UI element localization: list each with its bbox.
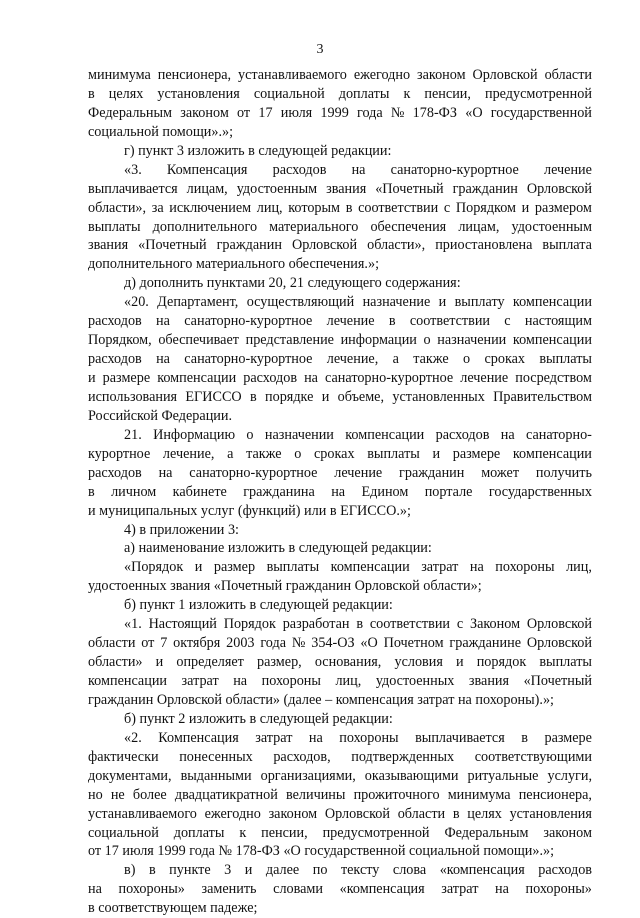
text-line: «1. Настоящий Порядок разработан в соответствии с Законом Орловской — [124, 616, 592, 633]
text-line: области», за исключением лиц, которым в соответствии с Порядком и размером — [88, 199, 592, 216]
page-number: 3 — [316, 42, 324, 57]
text-line: в соответствующем падеже; — [88, 900, 258, 917]
text-line: и муниципальных услуг (функций) или в ЕГИССО.»; — [88, 502, 411, 519]
text-line: расходов на санаторно-курортное лечение в соответствии с настоящим — [88, 313, 592, 330]
text-line: документами, выданными организациями, оказывающими ритуальные услуги, — [88, 767, 592, 784]
text-line: удостоенных звания «Почетный гражданин Орловской области»; — [88, 578, 482, 595]
text-line: 21. Информацию о назначении компенсации расходов на санаторно- — [124, 426, 592, 443]
text-line: 4) в приложении 3: — [124, 521, 239, 538]
text-line: в целях установления социальной доплаты к пенсии, предусмотренной — [88, 85, 592, 102]
text-line: «Порядок и размер выплаты компенсации затрат на похороны лиц, — [124, 559, 592, 576]
text-line: использования ЕГИССО в порядке и объеме, установленных Правительством — [88, 388, 592, 405]
text-line: на похороны» заменить словами «компенсация затрат на похороны» — [88, 881, 592, 898]
text-line: «3. Компенсация расходов на санаторно-курортное лечение — [124, 161, 592, 178]
text-line: социальной доплаты к пенсии, предусмотренной Федеральным законом — [88, 824, 592, 841]
text-line: звания «Почетный гражданин Орловской области», приостановлена выплата — [88, 237, 592, 254]
text-line: выплачивается лицам, удостоенным звания «Почетный гражданин Орловской — [88, 180, 592, 197]
text-line: области» и определяет размер, основания, условия и порядок выплаты — [88, 654, 592, 671]
text-line: д) дополнить пунктами 20, 21 следующего содержания: — [124, 275, 461, 292]
text-line: Российской Федерации. — [88, 407, 233, 424]
text-line: устанавливаемого ежегодно законом Орловской области в целях установления — [88, 805, 592, 822]
text-line: дополнительного материального обеспечения.»; — [88, 256, 380, 273]
text-line: «20. Департамент, осуществляющий назначение и выплату компенсации — [124, 294, 592, 311]
text-line: фактически понесенных расходов, подтвержденных соответствующими — [88, 748, 592, 765]
text-line: области от 7 октября 2003 года № 354-ОЗ «О Почетном гражданине Орловской — [88, 635, 592, 652]
text-line: и размере компенсации расходов на санаторно-курортное лечение посредством — [88, 370, 592, 386]
text-line: г) пункт 3 изложить в следующей редакции: — [124, 142, 392, 159]
text-line: Федеральным законом от 17 июля 1999 года № 178-ФЗ «О государственной — [88, 104, 592, 121]
text-line: а) наименование изложить в следующей редакции: — [124, 540, 432, 557]
text-line: курортное лечение, а также о сроках выплаты и размере компенсации — [88, 445, 592, 462]
text-line: «2. Компенсация затрат на похороны выплачивается в размере — [124, 729, 592, 746]
text-line: социальной помощи».»; — [88, 123, 234, 140]
text-line: гражданин Орловской области» (далее – компенсация затрат на похороны).»; — [88, 691, 554, 708]
text-line: компенсации затрат на похороны лиц, удостоенных звания «Почетный — [88, 673, 592, 689]
text-line: б) пункт 2 изложить в следующей редакции: — [124, 710, 393, 727]
text-line: выплаты дополнительного материального обеспечения лицам, удостоенным — [88, 218, 592, 235]
text-line: минимума пенсионера, устанавливаемого ежегодно законом Орловской области — [88, 67, 592, 83]
text-line: но не более двадцатикратной величины прожиточного минимума пенсионера, — [88, 786, 592, 803]
text-line: в личном кабинете гражданина на Едином портале государственных — [88, 483, 592, 500]
text-line: б) пункт 1 изложить в следующей редакции: — [124, 597, 393, 614]
text-line: расходов на санаторно-курортное лечение, а также о сроках выплаты — [88, 351, 592, 368]
text-line: от 17 июля 1999 года № 178-ФЗ «О государственной социальной помощи».»; — [88, 843, 555, 860]
document-body — [88, 66, 592, 918]
text-line: Порядком, обеспечивает представление информации о назначении компенсации — [88, 332, 592, 349]
text-line: расходов на санаторно-курортное лечение гражданин может получить — [88, 464, 592, 481]
text-line: в) в пункте 3 и далее по тексту слова «компенсация расходов — [124, 862, 592, 879]
